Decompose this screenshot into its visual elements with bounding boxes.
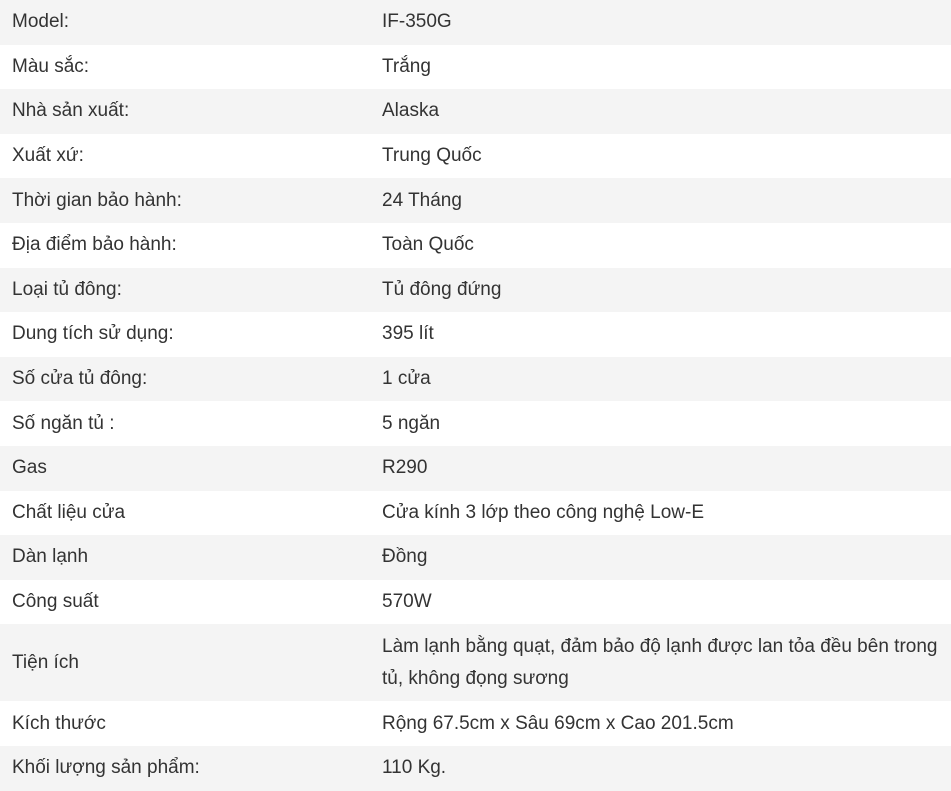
spec-value: Alaska [382, 100, 440, 122]
spec-row-door-material [0, 491, 951, 536]
spec-row-warranty-location [0, 223, 951, 268]
spec-label: Số ngăn tủ : [12, 412, 115, 434]
spec-row-weight [0, 746, 951, 791]
spec-label: Tiện ích [12, 651, 79, 673]
spec-value: IF-350G [382, 11, 452, 33]
spec-row-origin [0, 134, 951, 179]
spec-value: Đồng [382, 546, 428, 568]
spec-row-color [0, 45, 951, 90]
spec-value: R290 [382, 457, 428, 479]
spec-row-door-count [0, 357, 951, 402]
spec-value: Trắng [382, 55, 431, 77]
spec-row-compartments [0, 401, 951, 446]
spec-row-capacity [0, 312, 951, 357]
spec-label: Khối lượng sản phẩm: [12, 757, 200, 779]
spec-value: Rộng 67.5cm x Sâu 69cm x Cao 201.5cm [382, 712, 734, 734]
spec-label: Địa điểm bảo hành: [12, 234, 177, 256]
spec-label: Công suất [12, 591, 99, 613]
spec-row-freezer-type [0, 268, 951, 313]
spec-row-features [0, 624, 951, 701]
spec-label: Thời gian bảo hành: [12, 189, 182, 211]
spec-value: 5 ngăn [382, 412, 441, 434]
spec-value: Trung Quốc [382, 145, 482, 167]
spec-row-manufacturer [0, 89, 951, 134]
spec-row-power [0, 580, 951, 625]
spec-value: 395 lít [382, 323, 434, 345]
spec-value: Tủ đông đứng [382, 278, 502, 300]
spec-label: Xuất xứ: [12, 145, 84, 167]
spec-row-evaporator [0, 535, 951, 580]
spec-value: 110 Kg. [382, 757, 447, 779]
spec-label: Dung tích sử dụng: [12, 323, 174, 345]
spec-value: Toàn Quốc [382, 234, 474, 256]
spec-value: 570W [382, 591, 432, 613]
spec-label: Dàn lạnh [12, 546, 89, 568]
spec-value: Cửa kính 3 lớp theo công nghệ Low-E [382, 501, 704, 523]
spec-label: Nhà sản xuất: [12, 100, 130, 122]
spec-label: Kích thước [12, 712, 106, 734]
spec-label: Chất liệu cửa [12, 501, 126, 523]
spec-row-dimensions [0, 701, 951, 746]
spec-label: Loại tủ đông: [12, 278, 122, 300]
spec-value: 1 cửa [382, 368, 431, 390]
spec-row-warranty-period [0, 178, 951, 223]
spec-label: Gas [12, 457, 47, 479]
spec-row-model [0, 0, 951, 45]
spec-row-gas [0, 446, 951, 491]
spec-label: Model: [12, 11, 70, 33]
spec-label: Số cửa tủ đông: [12, 368, 148, 390]
spec-label: Màu sắc: [12, 55, 90, 77]
spec-value: Làm lạnh bằng quạt, đảm bảo độ lạnh được lan tỏa đều bên trong tủ, không đọng sương [382, 635, 938, 689]
spec-value: 24 Tháng [382, 189, 462, 211]
